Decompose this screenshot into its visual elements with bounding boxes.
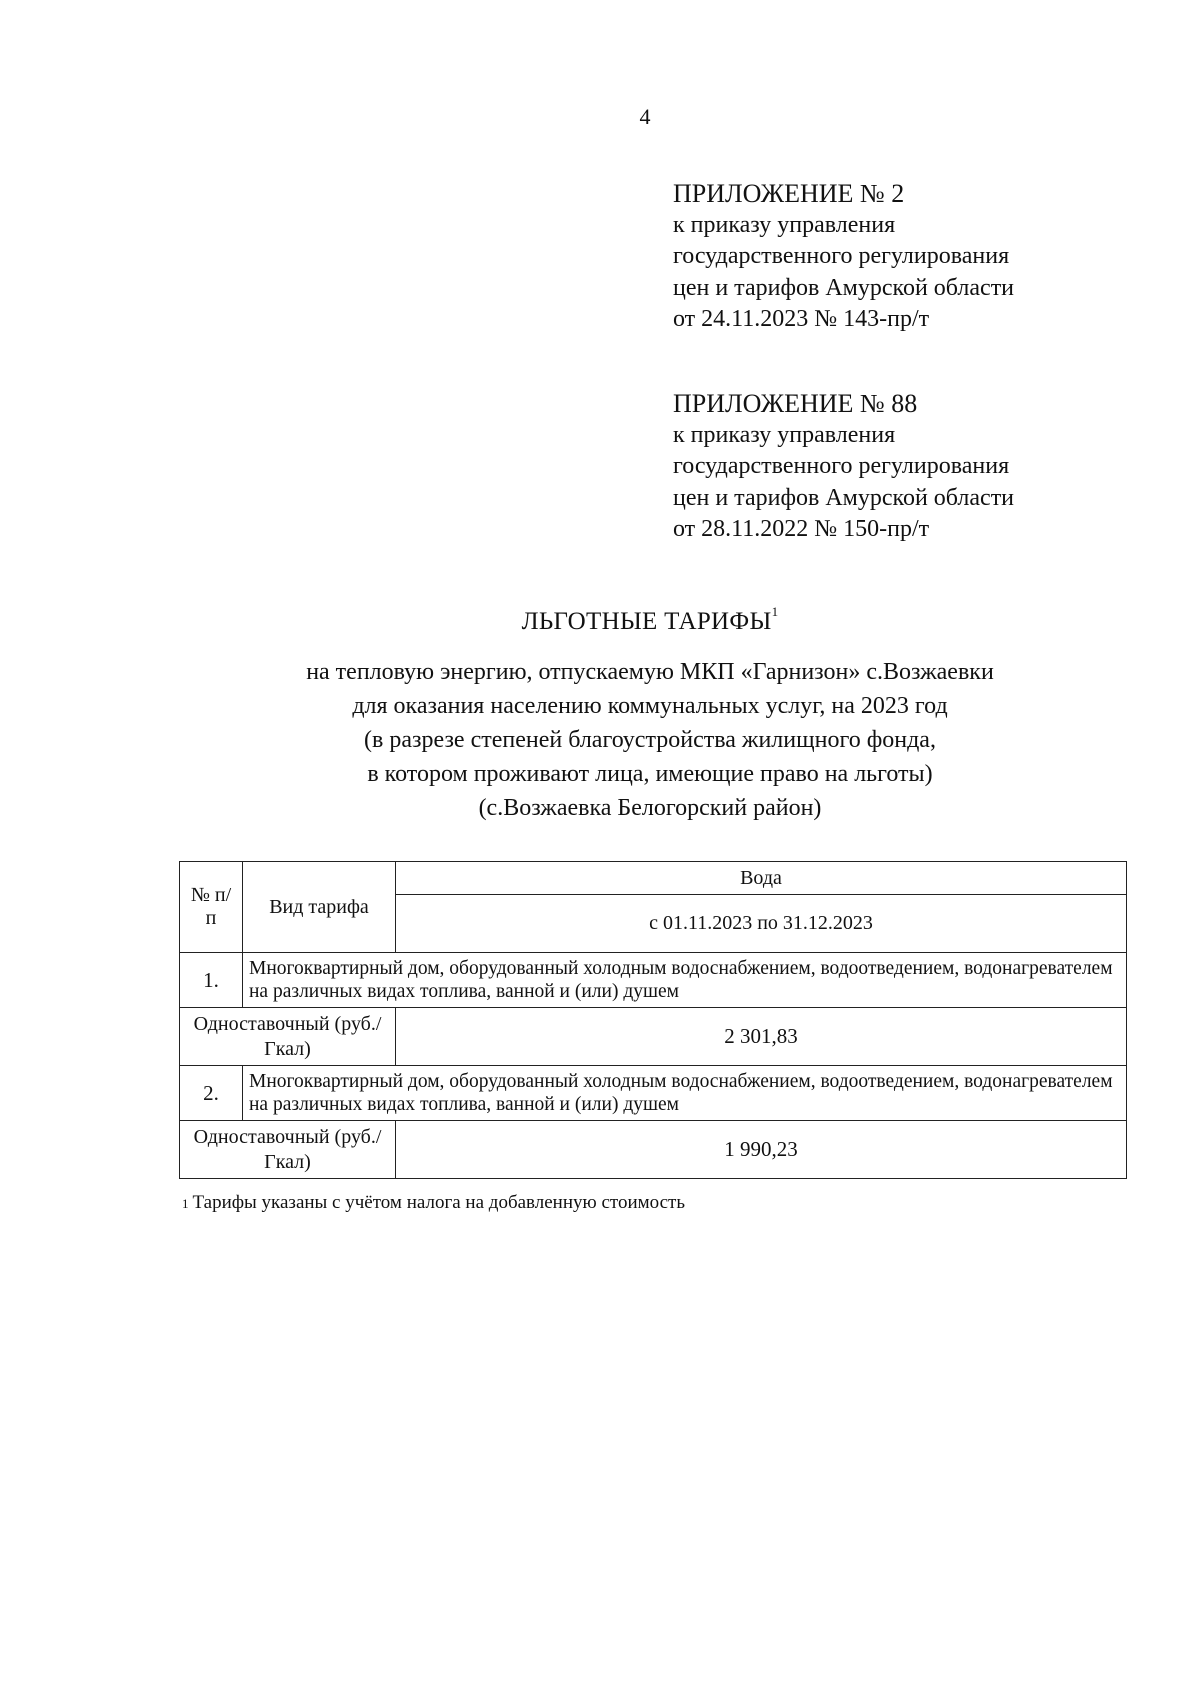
- row-description: Многоквартирный дом, оборудованный холодным водоснабжением, водоотведением, водонагревателем на различных видах топлива, ванной и (или) душем: [243, 953, 1127, 1008]
- header-num: № п/п: [180, 862, 243, 953]
- subtitle-line: для оказания населению коммунальных услуг, на 2023 год: [352, 693, 948, 719]
- footnote-text: Тарифы указаны с учётом налога на добавленную стоимость: [192, 1192, 686, 1213]
- header-period: с 01.11.2023 по 31.12.2023: [396, 895, 1127, 953]
- row-number: 1.: [180, 953, 243, 1008]
- header-kind: Вид тарифа: [243, 862, 396, 953]
- appendix-block-1: [673, 178, 1014, 336]
- tariff-table: [179, 861, 1127, 1179]
- appendix-line: государственного регулирования: [673, 243, 1010, 269]
- subtitle-line: в котором проживают лица, имеющие право на льготы): [367, 761, 933, 787]
- document-subtitle: [0, 655, 1200, 825]
- row-number: 2.: [180, 1066, 243, 1121]
- table-row: [180, 1066, 1127, 1121]
- subtitle-line: (в разрезе степеней благоустройства жилищного фонда,: [364, 727, 936, 753]
- appendix-line: к приказу управления: [673, 421, 896, 448]
- appendix-line: цен и тарифов Амурской области: [673, 484, 1015, 511]
- row-tariff-value: 2 301,83: [396, 1008, 1127, 1066]
- page-number: 4: [639, 104, 651, 129]
- table-row: [180, 953, 1127, 1008]
- row-tariff-kind: Одноставочный (руб./Гкал): [180, 1008, 396, 1066]
- row-description: Многоквартирный дом, оборудованный холодным водоснабжением, водоотведением, водонагревателем на различных видах топлива, ванной и (или) душем: [243, 1066, 1127, 1121]
- appendix-line: от 24.11.2023 № 143-пр/т: [673, 306, 930, 332]
- header-group: Вода: [396, 862, 1127, 895]
- appendix-line: от 28.11.2022 № 150-пр/т: [673, 516, 930, 542]
- appendix-title: ПРИЛОЖЕНИЕ № 88: [673, 389, 918, 418]
- table-row: [180, 1121, 1127, 1179]
- table-header-row: [180, 862, 1127, 895]
- footnote-mark: 1: [182, 1196, 189, 1211]
- document-title: [0, 604, 1200, 636]
- subtitle-line: (с.Возжаевка Белогорский район): [478, 795, 822, 821]
- appendix-block-2: [673, 388, 1014, 546]
- row-tariff-value: 1 990,23: [396, 1121, 1127, 1179]
- row-tariff-kind: Одноставочный (руб./Гкал): [180, 1121, 396, 1179]
- table-row: [180, 1008, 1127, 1066]
- title-footnote-mark: 1: [771, 604, 779, 619]
- footnote: [182, 1192, 685, 1214]
- appendix-title: ПРИЛОЖЕНИЕ № 2: [673, 179, 905, 208]
- subtitle-line: на тепловую энергию, отпускаемую МКП «Гарнизон» с.Возжаевки: [306, 659, 994, 685]
- appendix-line: государственного регулирования: [673, 453, 1010, 479]
- appendix-line: цен и тарифов Амурской области: [673, 274, 1015, 301]
- appendix-line: к приказу управления: [673, 211, 896, 238]
- document-title-text: ЛЬГОТНЫЕ ТАРИФЫ: [521, 608, 772, 635]
